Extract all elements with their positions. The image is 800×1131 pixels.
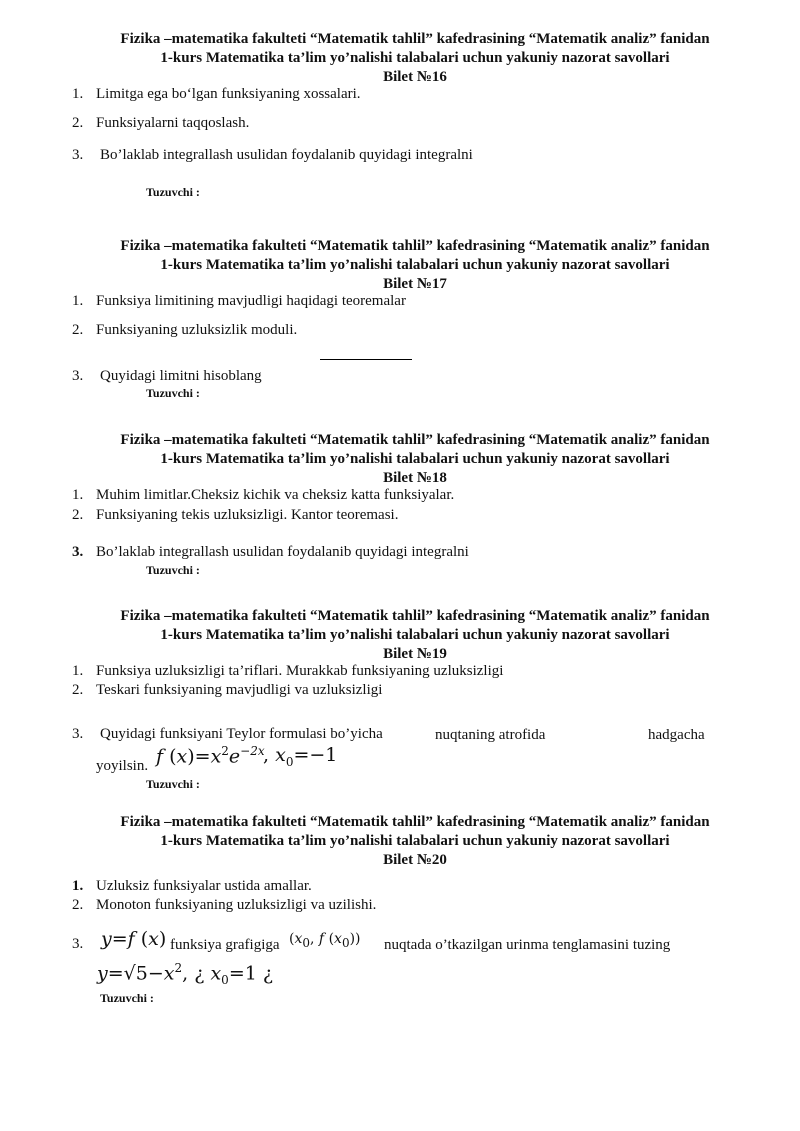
question-3: Quyidagi limitni hisoblang [100, 368, 262, 384]
compiler-label: Tuzuvchi : [146, 185, 200, 199]
header-line-2: 1-kurs Matematika ta’lim yo’nalishi talabalari uchun yakuniy nazorat savollari [160, 833, 670, 849]
question-number: 2. [72, 115, 84, 131]
question-2: Teskari funksiyaning mavjudligi va uzluksizligi [96, 682, 383, 698]
ticket-header [0, 237, 800, 294]
question-3: Bo’laklab integrallash usulidan foydalanib quyidagi integralni [96, 544, 469, 560]
question-number: 2. [72, 897, 84, 913]
question-2: Funksiyaning uzluksizlik moduli. [96, 322, 298, 338]
ticket-header [0, 30, 800, 87]
ticket-header [0, 431, 800, 488]
question-number: 3. [72, 368, 84, 384]
header-line-2: 1-kurs Matematika ta’lim yo’nalishi talabalari uchun yakuniy nazorat savollari [160, 257, 670, 273]
ticket-header [0, 607, 800, 664]
compiler-label: Tuzuvchi : [146, 563, 200, 577]
compiler-label: Tuzuvchi : [146, 777, 200, 791]
point-formula: ($x_0$, f $(x_0)$) [289, 931, 361, 950]
question-number: 3. [72, 544, 84, 560]
compiler-label: Tuzuvchi : [146, 386, 200, 400]
question-3-part-a: Quyidagi funksiyani Teylor formulasi bo’yicha [100, 726, 383, 742]
question-2: Funksiyalarni taqqoslash. [96, 115, 250, 131]
question-1: Limitga ega bo‘lgan funksiyaning xossalari. [96, 86, 361, 102]
question-3: Bo’laklab integrallash usulidan foydalanib quyidagi integralni [100, 147, 473, 163]
question-3-part-b: nuqtaning atrofida [435, 727, 546, 743]
ticket-title: Bilet №20 [383, 852, 447, 868]
header-line-2: 1-kurs Matematika ta’lim yo’nalishi talabalari uchun yakuniy nazorat savollari [160, 50, 670, 66]
header-line-1: Fizika –matematika fakulteti “Matematik tahlil” kafedrasining “Matematik analiz” fanidan [120, 238, 710, 254]
question-3-part-a: funksiya grafigiga [170, 937, 280, 953]
question-number: 1. [72, 293, 84, 309]
point-formula: , $x_0=-1$ [263, 744, 338, 769]
ticket-title: Bilet №18 [383, 470, 447, 486]
header-line-1: Fizika –matematika fakulteti “Matematik tahlil” kafedrasining “Matematik analiz” fanidan [120, 608, 710, 624]
question-1: Funksiya limitining mavjudligi haqidagi teoremalar [96, 293, 406, 309]
header-line-1: Fizika –matematika fakulteti “Matematik tahlil” kafedrasining “Matematik analiz” fanidan [120, 31, 710, 47]
header-line-2: 1-kurs Matematika ta’lim yo’nalishi talabalari uchun yakuniy nazorat savollari [160, 627, 670, 643]
header-line-1: Fizika –matematika fakulteti “Matematik tahlil” kafedrasining “Matematik analiz” fanidan [120, 814, 710, 830]
question-number: 2. [72, 682, 84, 698]
question-number: 1. [72, 878, 84, 894]
question-number: 3. [72, 936, 84, 952]
ticket-title: Bilet №16 [383, 69, 447, 85]
question-number: 2. [72, 322, 84, 338]
tangent-formula: $y=√5-x^2$, ¿ $x_0=1$ ¿ [97, 961, 274, 988]
question-1: Uzluksiz funksiyalar ustida amallar. [96, 878, 312, 894]
question-number: 3. [72, 147, 84, 163]
question-1: Funksiya uzluksizligi ta’riflari. Murakkab funksiyaning uzluksizligi [96, 663, 504, 679]
question-3-part-b: nuqtada o’tkazilgan urinma tenglamasini tuzing [384, 937, 671, 953]
question-number: 3. [72, 726, 84, 742]
question-3-part-c: hadgacha [648, 727, 705, 743]
question-number: 2. [72, 507, 84, 523]
header-line-2: 1-kurs Matematika ta’lim yo’nalishi talabalari uchun yakuniy nazorat savollari [160, 451, 670, 467]
question-2: Monoton funksiyaning uzluksizligi va uzilishi. [96, 897, 377, 913]
function-formula: y=f (x) [101, 928, 167, 950]
compiler-label: Tuzuvchi : [100, 991, 154, 1005]
question-1: Muhim limitlar.Cheksiz kichik va cheksiz katta funksiyalar. [96, 487, 455, 503]
function-formula: f $(x)=x^2e^{-2x}$ [156, 744, 265, 768]
question-number: 1. [72, 487, 84, 503]
question-3-part-d: yoyilsin. [96, 758, 149, 774]
ticket-title: Bilet №19 [383, 646, 447, 662]
fraction-line [320, 359, 412, 360]
question-2: Funksiyaning tekis uzluksizligi. Kantor teoremasi. [96, 507, 399, 523]
question-number: 1. [72, 86, 84, 102]
question-number: 1. [72, 663, 84, 679]
header-line-1: Fizika –matematika fakulteti “Matematik tahlil” kafedrasining “Matematik analiz” fanidan [120, 432, 710, 448]
ticket-header [0, 813, 800, 870]
ticket-title: Bilet №17 [383, 276, 447, 292]
